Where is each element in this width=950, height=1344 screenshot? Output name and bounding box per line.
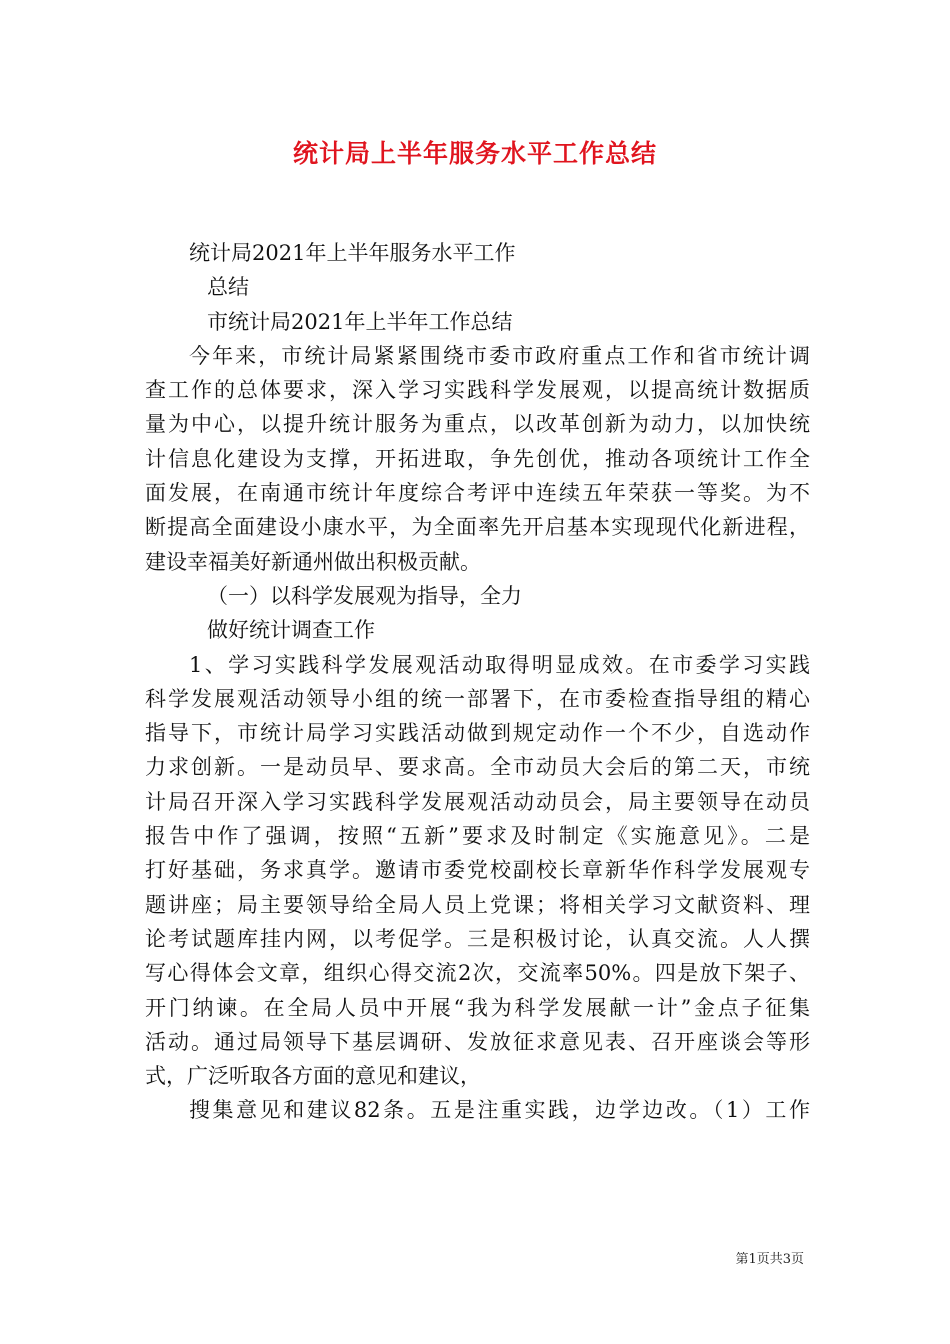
body-line: 报告中作了强调，按照“五新”要求及时制定《实施意见》。二是 <box>145 824 810 849</box>
body-line: 做好统计调查工作 <box>207 618 375 643</box>
body-line: 活动。通过局领导下基层调研、发放征求意见表、召开座谈会等形 <box>145 1029 810 1054</box>
document-body <box>145 236 810 1128</box>
body-line: 科学发展观活动领导小组的统一部署下，在市委检查指导组的精心 <box>145 686 810 711</box>
body-line: 1、学习实践科学发展观活动取得明显成效。在市委学习实践 <box>189 652 810 677</box>
body-line: 面发展，在南通市统计年度综合考评中连续五年荣获一等奖。为不 <box>145 481 810 506</box>
body-line: 力求创新。一是动员早、要求高。全市动员大会后的第二天，市统 <box>145 755 810 780</box>
body-line: 计信息化建设为支撑，开拓进取，争先创优，推动各项统计工作全 <box>145 446 810 471</box>
page-footer: 第1页共3页 <box>735 1252 804 1267</box>
body-line: 搜集意见和建议82条。五是注重实践，边学边改。（1）工作 <box>189 1098 810 1123</box>
body-line: 计局召开深入学习实践科学发展观活动动员会，局主要领导在动员 <box>145 789 810 814</box>
body-line: 总结 <box>207 275 249 300</box>
body-line: 断提高全面建设小康水平，为全面率先开启基本实现现代化新进程， <box>145 515 810 540</box>
body-line: 写心得体会文章，组织心得交流2次，交流率50%。四是放下架子、 <box>145 961 810 986</box>
body-line: 查工作的总体要求，深入学习实践科学发展观，以提高统计数据质 <box>145 378 810 403</box>
body-line: （一）以科学发展观为指导，全力 <box>207 583 522 608</box>
body-line: 开门纳谏。在全局人员中开展“我为科学发展献一计”金点子征集 <box>145 995 810 1020</box>
body-line: 市统计局2021年上半年工作总结 <box>207 309 513 334</box>
body-line: 统计局2021年上半年服务水平工作 <box>189 241 516 265</box>
body-line: 今年来，市统计局紧紧围绕市委市政府重点工作和省市统计调 <box>189 343 810 368</box>
body-line: 式，广泛听取各方面的意见和建议， <box>145 1064 481 1089</box>
body-line: 指导下，市统计局学习实践活动做到规定动作一个不少，自选动作 <box>145 721 810 746</box>
document-title: 统计局上半年服务水平工作总结 <box>292 139 657 168</box>
body-line: 建设幸福美好新通州做出积极贡献。 <box>145 549 481 574</box>
body-line: 打好基础，务求真学。邀请市委党校副校长章新华作科学发展观专 <box>145 858 810 883</box>
body-line: 论考试题库挂内网，以考促学。三是积极讨论，认真交流。人人撰 <box>145 926 810 951</box>
body-line: 量为中心，以提升统计服务为重点，以改革创新为动力，以加快统 <box>145 412 810 437</box>
body-line: 题讲座；局主要领导给全局人员上党课；将相关学习文献资料、理 <box>145 892 810 917</box>
